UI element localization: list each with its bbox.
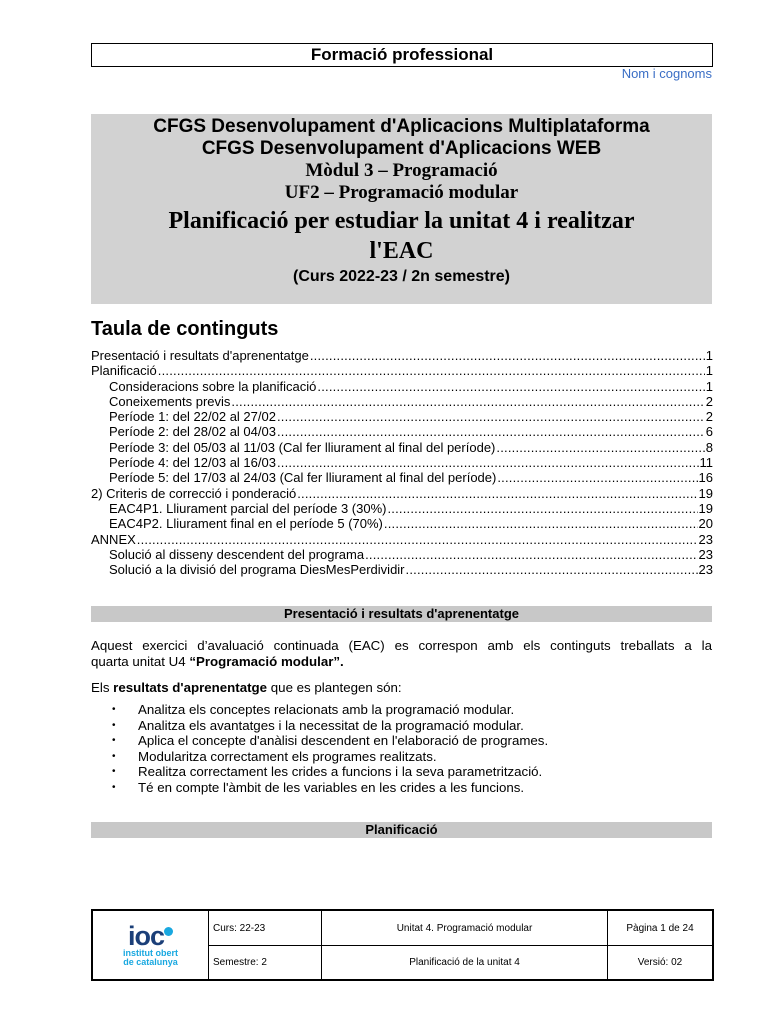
toc-entry-page: 8 bbox=[705, 439, 713, 455]
toc-entry[interactable] bbox=[91, 363, 713, 378]
toc-leader-dots bbox=[365, 547, 697, 562]
lo-prefix: Els bbox=[91, 680, 114, 695]
footer-course: Curs: 22-23 bbox=[209, 911, 322, 946]
footer-planning: Planificació de la unitat 4 bbox=[322, 946, 608, 980]
page-footer bbox=[91, 909, 714, 981]
toc-entry[interactable] bbox=[91, 409, 713, 424]
toc-entry[interactable] bbox=[91, 516, 713, 531]
program-title-2: CFGS Desenvolupament d'Aplicacions WEB bbox=[201, 138, 602, 159]
toc-entry-page: 19 bbox=[698, 485, 713, 501]
toc-entry-title: Període 5: del 17/03 al 24/03 (Cal fer lliurament al final del període) bbox=[109, 470, 497, 486]
toc-entry[interactable] bbox=[91, 470, 713, 485]
ioc-logo bbox=[93, 911, 209, 980]
toc-entry-title: EAC4P2. Lliurament final en el període 5 (70%) bbox=[109, 516, 383, 532]
intro-paragraph-line-1: Aquest exercici d’avaluació continuada (EAC) es correspon amb els continguts treballats a la bbox=[91, 638, 712, 653]
toc-leader-dots bbox=[384, 516, 698, 531]
toc-entry-title: ANNEX bbox=[91, 531, 136, 547]
toc-entry-page: 1 bbox=[705, 348, 713, 363]
section-heading-planning: Planificació bbox=[91, 822, 712, 838]
section-heading-presentation: Presentació i resultats d'aprenentatge bbox=[91, 606, 712, 622]
toc-leader-dots bbox=[497, 470, 697, 485]
logo-subtitle-1: institut obert bbox=[123, 948, 178, 958]
list-item: • Analitza els conceptes relacionats amb la programació modular. bbox=[112, 702, 548, 718]
toc-leader-dots bbox=[137, 532, 698, 547]
toc-entry-page: 2 bbox=[705, 409, 713, 425]
toc-entry[interactable] bbox=[91, 424, 713, 439]
toc-leader-dots bbox=[310, 348, 705, 363]
title-block bbox=[91, 114, 712, 304]
toc-entry-title: Període 4: del 12/03 al 16/03 bbox=[109, 455, 276, 471]
toc-leader-dots bbox=[317, 379, 704, 394]
toc-entry[interactable] bbox=[91, 501, 713, 516]
logo-text: ioc bbox=[127, 921, 164, 951]
toc-entry-title: Període 3: del 05/03 al 11/03 (Cal fer lliurament al final del període) bbox=[109, 439, 496, 455]
toc-entry-title: Període 1: del 22/02 al 27/02 bbox=[109, 409, 276, 425]
toc-entry-page: 2 bbox=[705, 393, 713, 409]
toc-entry-title: Període 2: del 28/02 al 04/03 bbox=[109, 424, 276, 440]
lo-suffix: que es plantegen són: bbox=[267, 680, 402, 695]
toc-entry-page: 23 bbox=[698, 546, 713, 562]
toc-leader-dots bbox=[297, 486, 697, 501]
toc-leader-dots bbox=[277, 424, 705, 439]
learning-outcomes-intro bbox=[91, 680, 712, 696]
list-item: • Modularitza correctament els programes realitzats. bbox=[112, 749, 548, 765]
document-title-line-1: Planificació per estudiar la unitat 4 i realitzar bbox=[168, 208, 635, 234]
unit-title: UF2 – Programació modular bbox=[284, 182, 519, 203]
toc-entry-page: 11 bbox=[699, 455, 713, 471]
toc-entry[interactable] bbox=[91, 486, 713, 501]
toc-entry-page: 23 bbox=[698, 531, 713, 547]
list-item: • Aplica el concepte d'anàlisi descendent en l'elaboració de programes. bbox=[112, 733, 548, 749]
footer-page-number: Pàgina 1 de 24 bbox=[608, 911, 713, 946]
toc-entry-title: Solució a la divisió del programa DiesMesPerdividir bbox=[109, 562, 405, 578]
toc-entry-page: 19 bbox=[698, 500, 713, 516]
toc-entry-title: Solució al disseny descendent del programa bbox=[109, 546, 365, 562]
toc-leader-dots bbox=[277, 455, 699, 470]
document-header bbox=[91, 43, 713, 67]
toc-entry-page: 1 bbox=[705, 378, 713, 394]
logo-dot-icon bbox=[164, 927, 173, 936]
toc-leader-dots bbox=[387, 501, 697, 516]
toc-entry-title: EAC4P1. Lliurament parcial del període 3 (30%) bbox=[109, 500, 387, 516]
toc-leader-dots bbox=[231, 394, 704, 409]
list-item: • Analitza els avantatges i la necessitat de la programació modular. bbox=[112, 718, 548, 734]
footer-version: Versió: 02 bbox=[608, 946, 713, 980]
header-title: Formació professional bbox=[310, 45, 494, 64]
toc-entry[interactable] bbox=[91, 394, 713, 409]
toc-entry-page: 20 bbox=[698, 516, 713, 532]
course-period: (Curs 2022-23 / 2n semestre) bbox=[293, 268, 510, 285]
footer-unit: Unitat 4. Programació modular bbox=[322, 911, 608, 946]
toc-entry[interactable] bbox=[91, 455, 713, 470]
toc-entry[interactable] bbox=[91, 547, 713, 562]
toc-entry-title: Consideracions sobre la planificació bbox=[109, 378, 317, 394]
toc-entry-page: 16 bbox=[698, 470, 713, 486]
unit-name-bold: “Programació modular”. bbox=[189, 654, 344, 669]
learning-outcomes-list bbox=[112, 702, 548, 795]
toc-entry-page: 23 bbox=[698, 562, 713, 578]
toc-entry[interactable] bbox=[91, 532, 713, 547]
module-title: Mòdul 3 – Programació bbox=[305, 160, 498, 181]
toc-leader-dots bbox=[158, 363, 705, 378]
list-item: • Té en compte l'àmbit de les variables en les crides a les funcions. bbox=[112, 780, 548, 796]
toc-entry-page: 1 bbox=[705, 363, 713, 379]
footer-semester: Semestre: 2 bbox=[209, 946, 322, 980]
logo-subtitle-2: de catalunya bbox=[123, 957, 178, 967]
toc-entry[interactable] bbox=[91, 379, 713, 394]
author-name-field[interactable]: Nom i cognoms bbox=[621, 66, 712, 81]
list-item: • Realitza correctament les crides a funcions i la seva parametrització. bbox=[112, 764, 548, 780]
toc-entry-page: 6 bbox=[705, 424, 713, 440]
table-of-contents bbox=[91, 348, 713, 577]
toc-entry[interactable] bbox=[91, 348, 713, 363]
toc-entry-title: 2) Criteris de correcció i ponderació bbox=[91, 485, 297, 501]
toc-leader-dots bbox=[406, 562, 698, 577]
toc-leader-dots bbox=[496, 440, 704, 455]
lo-bold: resultats d'aprenentatge bbox=[113, 680, 268, 695]
toc-entry-title: Presentació i resultats d'aprenentatge bbox=[91, 348, 309, 363]
toc-title: Taula de continguts bbox=[91, 318, 279, 340]
toc-entry[interactable] bbox=[91, 562, 713, 577]
document-title-line-2: l'EAC bbox=[369, 238, 434, 264]
toc-entry-title: Coneixements previs bbox=[109, 393, 231, 409]
intro-prefix: quarta unitat U4 bbox=[91, 654, 190, 669]
toc-entry[interactable] bbox=[91, 440, 713, 455]
toc-leader-dots bbox=[277, 409, 705, 424]
program-title-1: CFGS Desenvolupament d'Aplicacions Multiplataforma bbox=[153, 116, 650, 137]
intro-paragraph-line-2 bbox=[91, 654, 712, 670]
toc-entry-title: Planificació bbox=[91, 363, 157, 379]
